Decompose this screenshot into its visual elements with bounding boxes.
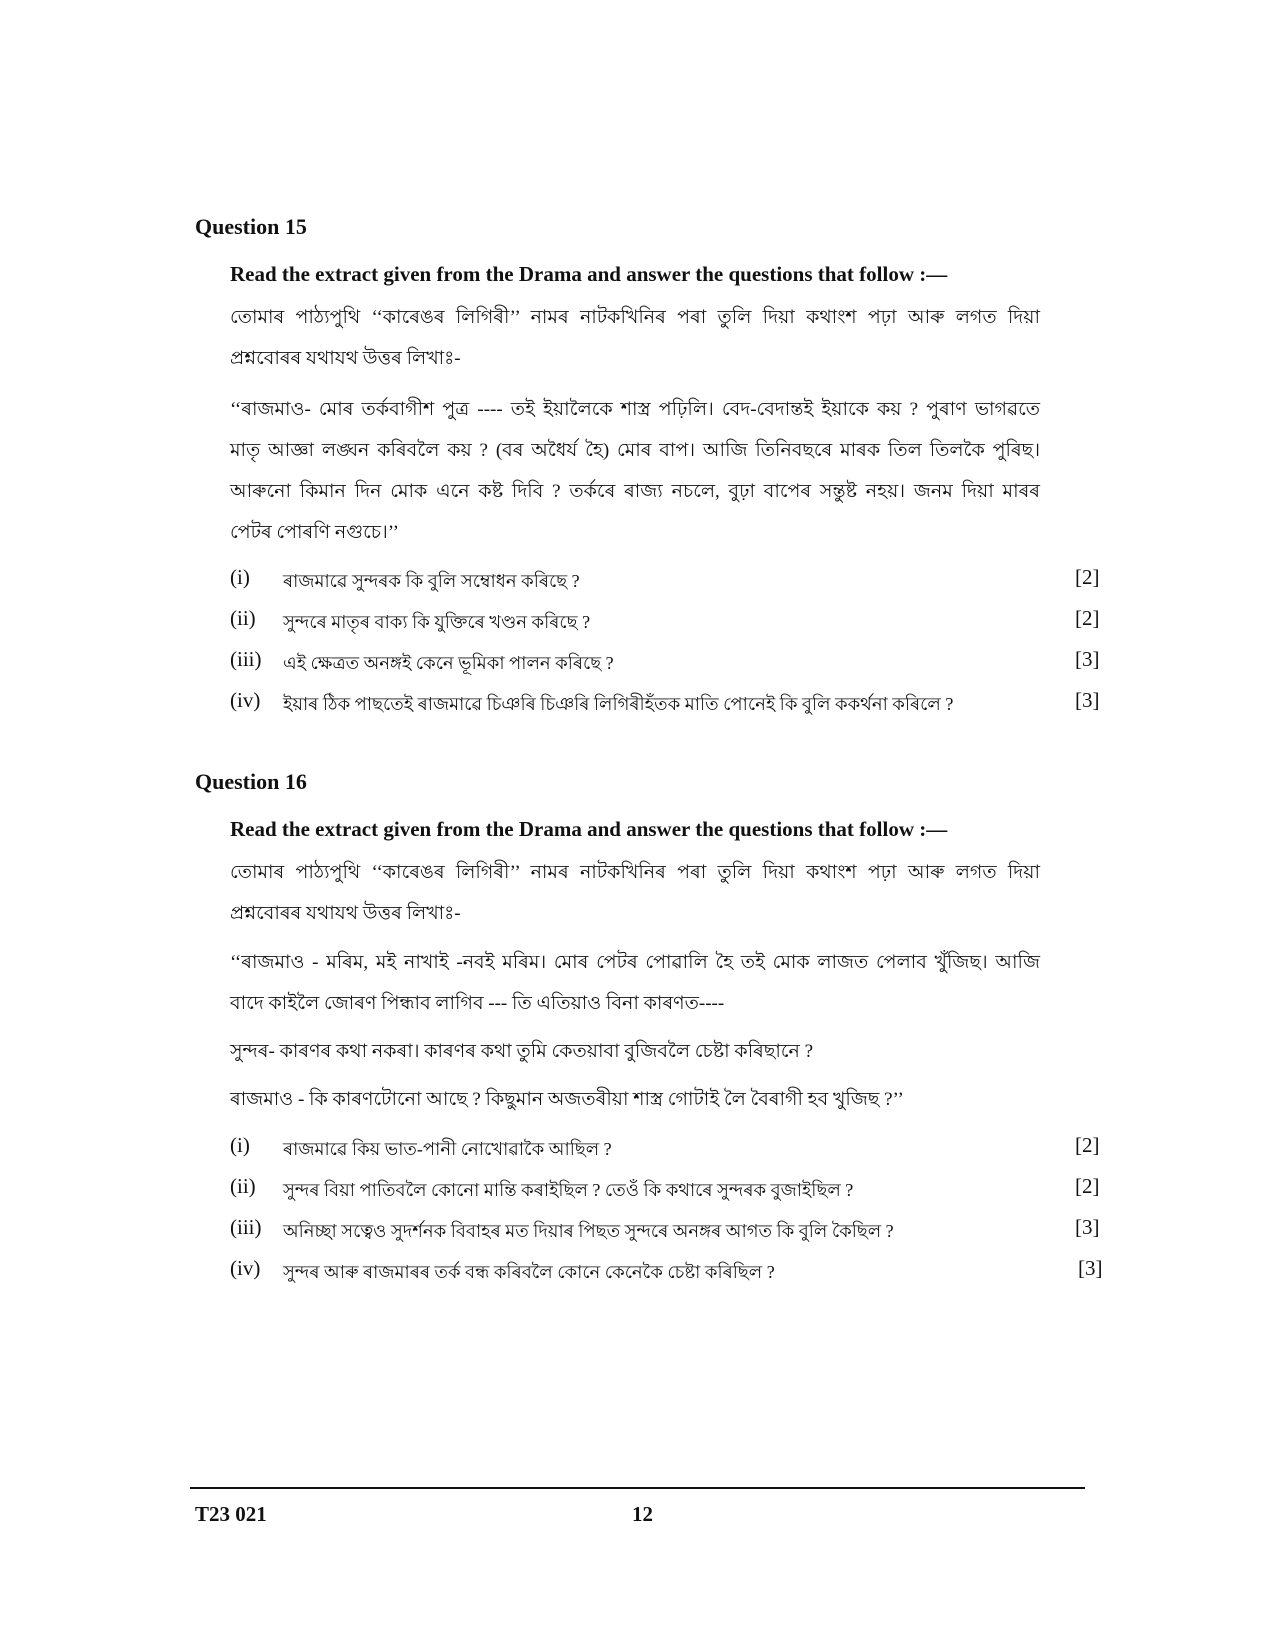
question-15-heading: Question 15 <box>195 214 307 239</box>
question-15-instruction: Read the extract given from the Drama and answer the questions that follow :— <box>230 262 948 286</box>
question-16-intro-line-2: প্ৰশ্নবোৰৰ যথাযথ উত্তৰ লিখাঃ- <box>230 903 461 924</box>
q15-sub-1-number: (i) <box>230 565 250 589</box>
q15-sub-1-marks: [2] <box>1075 565 1100 589</box>
footer-rule <box>190 1487 1085 1489</box>
q15-sub-3-text: এই ক্ষেত্ৰত অনঙ্গই কেনে ভূমিকা পালন কৰিছে ? <box>283 653 614 673</box>
q16-sub-1-text: ৰাজমাৱে কিয় ভাত-পানী নোখোৱাকৈ আছিল ? <box>283 1139 612 1159</box>
q15-sub-2-text: সুন্দৰে মাতৃৰ বাক্য কি যুক্তিৰে খণ্ডন কৰিছে ? <box>283 612 591 632</box>
q16-sub-2-marks: [2] <box>1075 1174 1100 1198</box>
question-16-extract-line-2: বাদে কাইলৈ জোৰণ পিন্ধাব লাগিব --- তি এতিয়াও বিনা কাৰণত---- <box>230 993 725 1014</box>
q16-sub-1-number: (i) <box>230 1133 250 1157</box>
q15-sub-2-marks: [2] <box>1075 606 1100 630</box>
q16-sub-2-number: (ii) <box>230 1174 256 1198</box>
q16-sub-3-text: অনিচ্ছা সত্বেও সুদৰ্শনক বিবাহৰ মত দিয়াৰ পিছত সুন্দৰে অনঙ্গৰ আগত কি বুলি কৈছিল ? <box>283 1221 894 1241</box>
question-15-extract-line-3: আৰুনো কিমান দিন মোক এনে কষ্ট দিবি ? তৰ্কৰে ৰাজ্য নচলে, বুঢ়া বাপেৰ সন্তুষ্ট নহয়। জনম দিয়া মাৰৰ <box>230 481 1040 502</box>
q16-sub-2-text: সুন্দৰ বিয়া পাতিবলৈ কোনো মান্তি কৰাইছিল ? তেওঁ কি কথাৰে সুন্দৰক বুজাইছিল ? <box>283 1180 854 1200</box>
question-16-intro-line-1: তোমাৰ পাঠ্যপুথি ‘‘কাৰেঙৰ লিগিৰী’’ নামৰ নাটকখিনিৰ পৰা তুলি দিয়া কথাংশ পঢ়া আৰু লগত দিয়া <box>230 862 1040 883</box>
q16-sub-1-marks: [2] <box>1075 1133 1100 1157</box>
q16-sub-4-number: (iv) <box>230 1256 261 1280</box>
question-16-extract-line-4: ৰাজমাও - কি কাৰণটোনো আছে ? কিছুমান অজতৰীয়া শাস্ত্ৰ গোটাই লৈ বৈৰাগী হব খুজিছ ?’’ <box>230 1089 904 1110</box>
question-15-extract-line-1: ‘‘ৰাজমাও- মোৰ তৰ্কবাগীশ পুত্ৰ ---- তই ইয়ালৈকে শাস্ত্ৰ পঢ়িলি। বেদ-বেদান্তই ইয়াকে কয় ? পুৰাণ ভাগৱতে <box>230 399 1040 420</box>
question-16-extract-line-1: ‘‘ৰাজমাও - মৰিম, মই নাখাই -নবই মৰিম। মোৰ পেটৰ পোৱালি হৈ তই মোক লাজত পেলাব খুঁজিছ। আজি <box>230 952 1040 973</box>
page-number: 12 <box>632 1502 653 1526</box>
question-15-extract-line-4: পেটৰ পোৰণি নগুচে।’’ <box>230 522 400 543</box>
q16-sub-3-marks: [3] <box>1075 1215 1100 1239</box>
question-16-instruction: Read the extract given from the Drama and answer the questions that follow :— <box>230 817 948 841</box>
q15-sub-2-number: (ii) <box>230 606 256 630</box>
q15-sub-1-text: ৰাজমাৱে সুন্দৰক কি বুলি সম্বোধন কৰিছে ? <box>283 571 580 591</box>
q15-sub-4-marks: [3] <box>1075 688 1100 712</box>
question-15-intro-line-2: প্ৰশ্নবোৰৰ যথাযথ উত্তৰ লিখাঃ- <box>230 348 461 369</box>
q16-sub-3-number: (iii) <box>230 1215 262 1239</box>
question-15-extract-line-2: মাতৃ আজ্ঞা লঙ্ঘন কৰিবলৈ কয় ? (বৰ অধৈৰ্য হৈ) মোৰ বাপ। আজি তিনিবছৰে মাৰক তিল তিলকৈ পুৰিছ। <box>230 440 1040 461</box>
question-16-extract-line-3: সুন্দৰ- কাৰণৰ কথা নকৰা। কাৰণৰ কথা তুমি কেতয়াবা বুজিবলৈ চেষ্টা কৰিছানে ? <box>230 1041 814 1062</box>
q15-sub-3-marks: [3] <box>1075 647 1100 671</box>
q15-sub-4-text: ইয়াৰ ঠিক পাছতেই ৰাজমাৱে চিঞৰি চিঞৰি লিগিৰীহঁতক মাতি পোনেই কি বুলি ককৰ্থনা কৰিলে ? <box>283 694 954 714</box>
q16-sub-4-marks: [3] <box>1078 1256 1103 1280</box>
question-16-heading: Question 16 <box>195 769 307 794</box>
q15-sub-3-number: (iii) <box>230 647 262 671</box>
q15-sub-4-number: (iv) <box>230 688 261 712</box>
question-15-intro-line-1: তোমাৰ পাঠ্যপুথি ‘‘কাৰেঙৰ লিগিৰী’’ নামৰ নাটকখিনিৰ পৰা তুলি দিয়া কথাংশ পঢ়া আৰু লগত দিয়া <box>230 307 1040 328</box>
q16-sub-4-text: সুন্দৰ আৰু ৰাজমাৰৰ তৰ্ক বন্ধ কৰিবলৈ কোনে কেনেকৈ চেষ্টা কৰিছিল ? <box>283 1262 775 1282</box>
paper-code: T23 021 <box>195 1502 267 1526</box>
